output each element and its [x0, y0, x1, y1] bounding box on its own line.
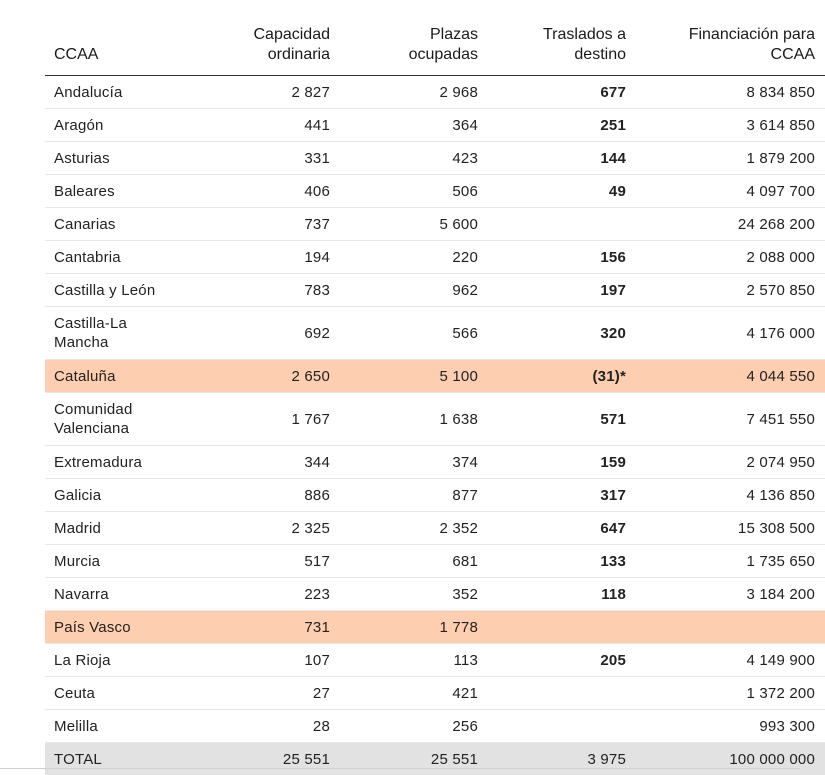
cell-plazas: 364: [340, 109, 488, 142]
cell-capacidad: 2 650: [205, 360, 340, 393]
cell-financiacion: 4 097 700: [636, 175, 825, 208]
cell-financiacion: 1 879 200: [636, 142, 825, 175]
cell-plazas: 962: [340, 274, 488, 307]
cell-traslados: (31)*: [488, 360, 636, 393]
table-row: [45, 175, 825, 208]
cell-capacidad: 223: [205, 578, 340, 611]
table-row: [45, 578, 825, 611]
cell-traslados: 677: [488, 76, 636, 109]
total-traslados: 3 975: [488, 743, 636, 775]
total-plazas: 25 551: [340, 743, 488, 775]
cell-ccaa: Madrid: [45, 512, 205, 545]
cell-traslados: 49: [488, 175, 636, 208]
table-row: [45, 76, 825, 109]
cell-capacidad: 731: [205, 611, 340, 644]
total-label: TOTAL: [45, 743, 205, 775]
cell-financiacion: 15 308 500: [636, 512, 825, 545]
table-row: [45, 274, 825, 307]
cell-plazas: 113: [340, 644, 488, 677]
table-row: [45, 644, 825, 677]
cell-plazas: 681: [340, 545, 488, 578]
cell-plazas: 256: [340, 710, 488, 743]
header-plazas: Plazas ocupadas: [340, 0, 488, 76]
cell-financiacion: 3 184 200: [636, 578, 825, 611]
cell-ccaa: Cataluña: [45, 360, 205, 393]
cell-plazas: 1 638: [340, 393, 488, 446]
cell-financiacion: 4 176 000: [636, 307, 825, 360]
cell-ccaa: Baleares: [45, 175, 205, 208]
cell-financiacion: 8 834 850: [636, 76, 825, 109]
table-row: [45, 109, 825, 142]
cell-plazas: 1 778: [340, 611, 488, 644]
cell-capacidad: 1 767: [205, 393, 340, 446]
cell-capacidad: 107: [205, 644, 340, 677]
cell-plazas: 2 352: [340, 512, 488, 545]
cell-plazas: 374: [340, 446, 488, 479]
cell-capacidad: 783: [205, 274, 340, 307]
cell-plazas: 5 100: [340, 360, 488, 393]
cell-traslados: 156: [488, 241, 636, 274]
cell-traslados: 197: [488, 274, 636, 307]
table-row: [45, 545, 825, 578]
cell-traslados: 118: [488, 578, 636, 611]
table-row: [45, 208, 825, 241]
cell-ccaa: Cantabria: [45, 241, 205, 274]
table-row: [45, 393, 825, 446]
table-body: [45, 76, 825, 775]
cell-traslados: [488, 208, 636, 241]
header-ccaa: CCAA: [45, 0, 205, 76]
cell-capacidad: 194: [205, 241, 340, 274]
cell-traslados: 133: [488, 545, 636, 578]
cell-traslados: 144: [488, 142, 636, 175]
total-row: [45, 743, 825, 775]
cell-ccaa: Galicia: [45, 479, 205, 512]
cell-plazas: 423: [340, 142, 488, 175]
cell-financiacion: 1 372 200: [636, 677, 825, 710]
cell-plazas: 421: [340, 677, 488, 710]
cell-plazas: 2 968: [340, 76, 488, 109]
cell-traslados: 317: [488, 479, 636, 512]
header-financiacion: Financiación para CCAA: [636, 0, 825, 76]
cell-financiacion: 7 451 550: [636, 393, 825, 446]
table-row: [45, 512, 825, 545]
table-header-row: [45, 0, 825, 76]
cell-traslados: 205: [488, 644, 636, 677]
cell-capacidad: 406: [205, 175, 340, 208]
cell-capacidad: 2 827: [205, 76, 340, 109]
cell-capacidad: 27: [205, 677, 340, 710]
cell-plazas: 877: [340, 479, 488, 512]
table-row: [45, 241, 825, 274]
cell-financiacion: 2 088 000: [636, 241, 825, 274]
cell-capacidad: 344: [205, 446, 340, 479]
cell-traslados: 647: [488, 512, 636, 545]
bottom-divider: [0, 768, 800, 769]
table-row: [45, 479, 825, 512]
cell-traslados: 571: [488, 393, 636, 446]
cell-plazas: 220: [340, 241, 488, 274]
cell-ccaa: Andalucía: [45, 76, 205, 109]
cell-capacidad: 2 325: [205, 512, 340, 545]
table-row: [45, 142, 825, 175]
cell-ccaa: Extremadura: [45, 446, 205, 479]
cell-capacidad: 441: [205, 109, 340, 142]
cell-plazas: 506: [340, 175, 488, 208]
cell-traslados: 320: [488, 307, 636, 360]
cell-ccaa: Comunidad Valenciana: [45, 393, 205, 446]
cell-ccaa: Ceuta: [45, 677, 205, 710]
cell-traslados: [488, 677, 636, 710]
cell-capacidad: 517: [205, 545, 340, 578]
total-capacidad: 25 551: [205, 743, 340, 775]
cell-plazas: 352: [340, 578, 488, 611]
cell-traslados: [488, 611, 636, 644]
cell-financiacion: 4 149 900: [636, 644, 825, 677]
total-financiacion: 100 000 000: [636, 743, 825, 775]
cell-traslados: [488, 710, 636, 743]
cell-financiacion: [636, 611, 825, 644]
cell-ccaa: Melilla: [45, 710, 205, 743]
cell-ccaa: Castilla y León: [45, 274, 205, 307]
cell-capacidad: 886: [205, 479, 340, 512]
cell-ccaa: Murcia: [45, 545, 205, 578]
table-row: [45, 611, 825, 644]
cell-financiacion: 1 735 650: [636, 545, 825, 578]
cell-financiacion: 993 300: [636, 710, 825, 743]
cell-ccaa: La Rioja: [45, 644, 205, 677]
cell-capacidad: 28: [205, 710, 340, 743]
header-capacidad: Capacidad ordinaria: [205, 0, 340, 76]
cell-traslados: 251: [488, 109, 636, 142]
cell-financiacion: 4 044 550: [636, 360, 825, 393]
cell-financiacion: 4 136 850: [636, 479, 825, 512]
cell-financiacion: 2 570 850: [636, 274, 825, 307]
ccaa-table: [45, 0, 825, 775]
cell-ccaa: Asturias: [45, 142, 205, 175]
cell-capacidad: 692: [205, 307, 340, 360]
cell-ccaa: Canarias: [45, 208, 205, 241]
cell-ccaa: País Vasco: [45, 611, 205, 644]
cell-financiacion: 24 268 200: [636, 208, 825, 241]
cell-ccaa: Aragón: [45, 109, 205, 142]
table-row: [45, 677, 825, 710]
table-row: [45, 360, 825, 393]
cell-financiacion: 3 614 850: [636, 109, 825, 142]
cell-traslados: 159: [488, 446, 636, 479]
cell-ccaa: Navarra: [45, 578, 205, 611]
cell-financiacion: 2 074 950: [636, 446, 825, 479]
table-row: [45, 307, 825, 360]
table-row: [45, 710, 825, 743]
cell-capacidad: 331: [205, 142, 340, 175]
cell-ccaa: Castilla-La Mancha: [45, 307, 205, 360]
cell-plazas: 5 600: [340, 208, 488, 241]
header-traslados: Traslados a destino: [488, 0, 636, 76]
table-row: [45, 446, 825, 479]
cell-capacidad: 737: [205, 208, 340, 241]
cell-plazas: 566: [340, 307, 488, 360]
